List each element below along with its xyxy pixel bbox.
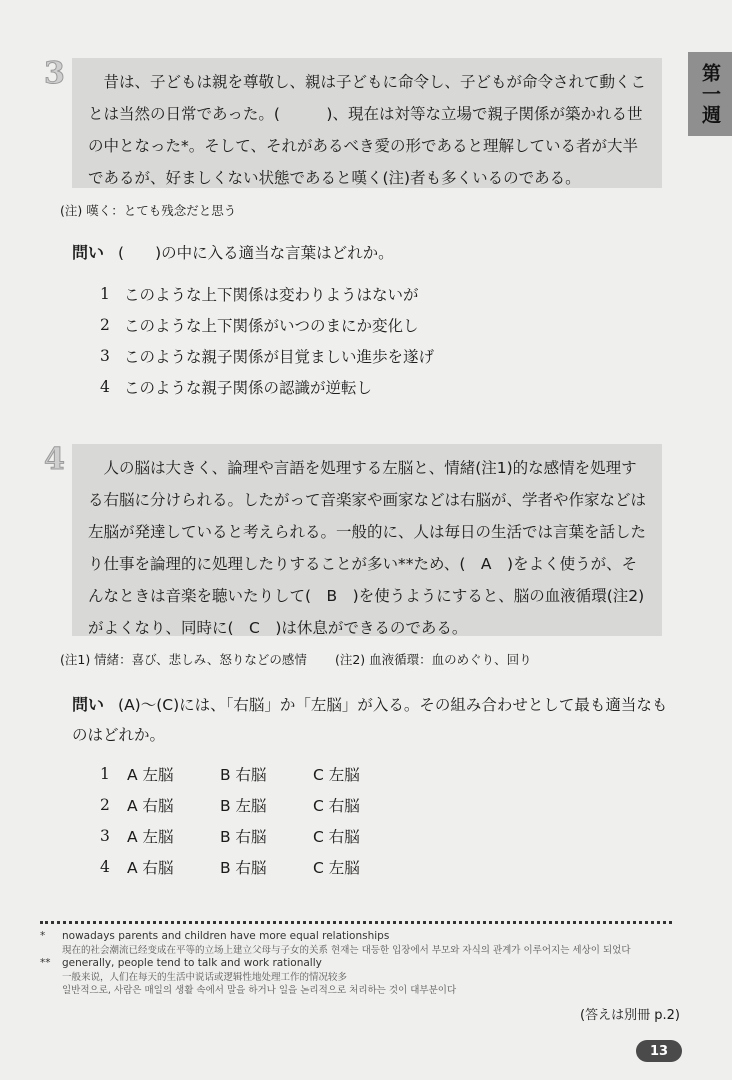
choice-number: 2 [100,315,110,334]
question-label: 問い [72,695,105,714]
footnote-en: nowadays parents and children have more equal relationships [62,930,390,942]
choice-3-2[interactable] [100,309,434,340]
choice-3-4[interactable] [100,371,434,402]
week-tab: 第一週 [688,52,732,136]
passage-3-text: 昔は、子どもは親を尊敬し、親は子どもに命令し、子どもが命令されて動くことは当然の日常であった。( )、現在は対等な立場で親子関係が築かれる世の中となった*。そして、それがあるべき愛の形であると理解している者が大半であるが、好ましくない状態であると嘆く(注)者も多くいるのである。 [88,73,647,187]
choice-b: B 右脳 [220,765,267,784]
choice-number: 4 [100,857,110,876]
footnote-translation: 現在的社会潮流已经变成在平等的立场上建立父母与子女的关系 현재는 대등한 입장에서 부모와 자식의 관계가 이루어지는 세상이 되었다 [62,944,631,956]
choice-number: 1 [100,284,110,303]
question-text: (A)〜(C)には、「右脳」か「左脳」が入る。その組み合わせとして最も適当なものはどれか。 [72,696,668,744]
answer-reference: (答えは別冊 p.2) [580,1008,680,1023]
choice-number: 2 [100,795,110,814]
choice-3-3[interactable] [100,340,434,371]
passage-3 [72,58,662,188]
choice-b: B 左脳 [220,796,267,815]
passage-4-text: 人の脳は大きく、論理や言語を処理する左脳と、情緒(注1)的な感情を処理する右脳に分けられる。したがって音楽家や画家などは右脳が、学者や作家などは左脳が発達していると考えられる。一般的に、人は毎日の生活では言葉を話したり仕事を論理的に処理したりすることが多い**ため、( A )をよく使うが、そんなときは音楽を聴いたりして( B )を使うようにすると、脳の血液循環(注2)がよくなり、同時に( C )は休息ができるのである。 [88,459,647,637]
choice-text: このような親子関係が目覚ましい進歩を遂げ [124,347,435,366]
footnotes [40,930,680,998]
notes-4 [60,652,560,668]
choice-4-4[interactable] [100,851,406,882]
choice-c: C 左脳 [313,858,360,877]
question-number-3: 3 [44,56,65,91]
choice-b: B 右脳 [220,827,267,846]
question-label: 問い [72,243,105,262]
choice-c: C 右脳 [313,796,360,815]
choice-a: A 右脳 [127,796,174,815]
footnote-translation: 일반적으로, 사람은 매일의 생활 속에서 말을 하거나 일을 논리적으로 처리하는 것이 대부분이다 [62,985,457,996]
footnote-translation: 一般来说，人们在每天的生活中说话或逻辑性地处理工作的情况较多 [62,971,348,983]
footnote-en: generally, people tend to talk and work rationally [62,957,322,969]
choice-text: このような親子関係の認識が逆転し [124,378,373,397]
choice-c: C 右脳 [313,827,360,846]
footnote-divider [40,921,672,924]
choices-3 [100,278,434,402]
footnote-mark: * [40,930,46,942]
choice-b: B 右脳 [220,858,267,877]
question-3 [72,238,394,268]
choice-c: C 左脳 [313,765,360,784]
note-4-1: (注1) 情緒：喜び、悲しみ、怒りなどの感情 [60,652,307,667]
choice-a: A 右脳 [127,858,174,877]
choice-number: 3 [100,346,110,365]
choice-number: 4 [100,377,110,396]
page-number: 13 [636,1040,682,1062]
choices-4 [100,758,406,882]
choice-number: 3 [100,826,110,845]
choice-text: このような上下関係は変わりようはないが [124,285,419,304]
note-3: (注) 嘆く：とても残念だと思う [60,203,237,218]
note-4-2: (注2) 血液循環：血のめぐり、回り [334,652,532,667]
question-text: ( )の中に入る適当な言葉はどれか。 [118,244,394,262]
choice-a: A 左脳 [127,827,174,846]
choice-4-2[interactable] [100,789,406,820]
footnote-mark: ** [40,957,51,969]
choice-number: 1 [100,764,110,783]
question-number-4: 4 [44,442,65,477]
footnote-1 [40,930,680,944]
choice-4-3[interactable] [100,820,406,851]
choice-4-1[interactable] [100,758,406,789]
choice-3-1[interactable] [100,278,434,309]
footnote-2 [40,957,680,971]
choice-a: A 左脳 [127,765,174,784]
passage-4 [72,444,662,636]
question-4 [72,690,672,750]
choice-text: このような上下関係がいつのまにか変化し [124,316,419,335]
